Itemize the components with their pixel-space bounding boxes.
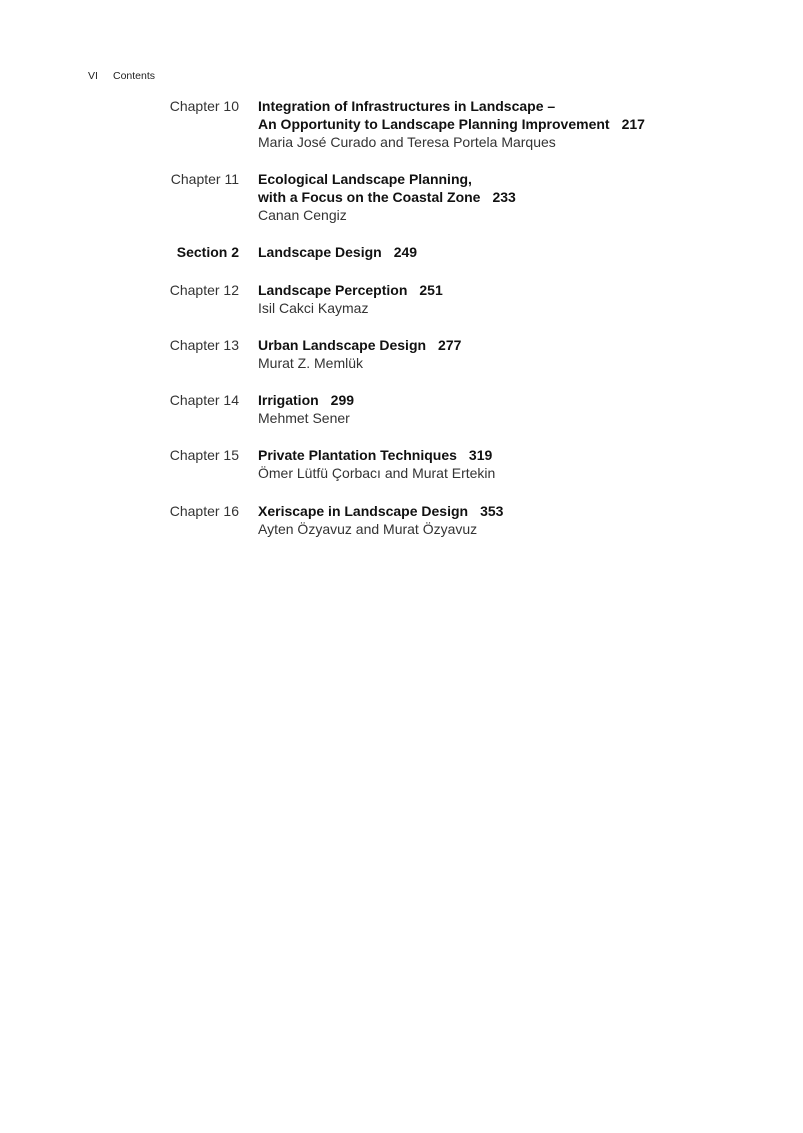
entry-title-line: Integration of Infrastructures in Landscape – [258, 98, 556, 114]
entry-title-line: Private Plantation Techniques [258, 447, 457, 463]
toc-entry-section-2[interactable] [160, 243, 760, 261]
entry-authors: Ömer Lütfü Çorbacı and Murat Ertekin [258, 465, 496, 481]
entry-title[interactable] [258, 281, 760, 299]
entry-title-line: Irrigation [258, 392, 319, 408]
entry-label: Chapter 12 [169, 282, 239, 298]
entry-authors: Isil Cakci Kaymaz [258, 300, 369, 316]
entry-page-number: 217 [621, 116, 645, 132]
entry-page-number: 251 [419, 282, 443, 298]
entry-authors: Maria José Curado and Teresa Portela Marques [258, 134, 556, 150]
toc-entry-chapter-13[interactable] [160, 336, 760, 372]
entry-title-line: Landscape Design [258, 244, 382, 260]
entry-title[interactable] [258, 391, 760, 409]
entry-authors: Mehmet Sener [258, 410, 350, 426]
entry-title[interactable] [258, 97, 760, 133]
entry-label: Chapter 16 [169, 503, 239, 519]
entry-page-number: 299 [330, 392, 355, 408]
toc-entry-chapter-12[interactable] [160, 281, 760, 317]
entry-label: Chapter 10 [169, 98, 239, 114]
toc-entry-chapter-10[interactable] [160, 97, 760, 151]
entry-authors: Murat Z. Memlük [258, 355, 364, 371]
entry-page-number: 319 [468, 447, 493, 463]
entry-label: Chapter 11 [170, 171, 239, 187]
entry-title[interactable] [258, 336, 760, 354]
page-folio: VI [88, 70, 98, 82]
toc-entry-chapter-11[interactable] [160, 170, 760, 224]
entry-authors: Canan Cengiz [258, 207, 347, 223]
entry-authors: Ayten Özyavuz and Murat Özyavuz [258, 521, 478, 537]
entry-title-line: Xeriscape in Landscape Design [258, 503, 469, 519]
running-title: Contents [113, 70, 156, 82]
entry-title[interactable] [258, 502, 760, 520]
toc-entry-chapter-14[interactable] [160, 391, 760, 427]
entry-title-line: Ecological Landscape Planning, [258, 171, 472, 187]
entry-label: Chapter 14 [169, 392, 239, 408]
entry-page-number: 233 [492, 189, 516, 205]
entry-title-line: Landscape Perception [258, 282, 408, 298]
toc-entry-chapter-16[interactable] [160, 502, 760, 538]
toc-entry-chapter-15[interactable] [160, 446, 760, 482]
entry-label: Chapter 15 [169, 447, 239, 463]
entry-title-line: An Opportunity to Landscape Planning Improvement [258, 116, 610, 132]
entry-title[interactable] [258, 170, 760, 206]
entry-page-number: 277 [438, 337, 462, 353]
entry-page-number: 353 [480, 503, 504, 519]
entry-title[interactable] [258, 446, 760, 464]
section-label: Section 2 [176, 244, 239, 260]
entry-label: Chapter 13 [169, 337, 239, 353]
running-header [88, 70, 155, 82]
entry-title-line: with a Focus on the Coastal Zone [258, 189, 481, 205]
entry-page-number: 249 [393, 244, 418, 260]
entry-title[interactable] [258, 243, 760, 261]
entry-title-line: Urban Landscape Design [258, 337, 427, 353]
table-of-contents [160, 97, 760, 538]
